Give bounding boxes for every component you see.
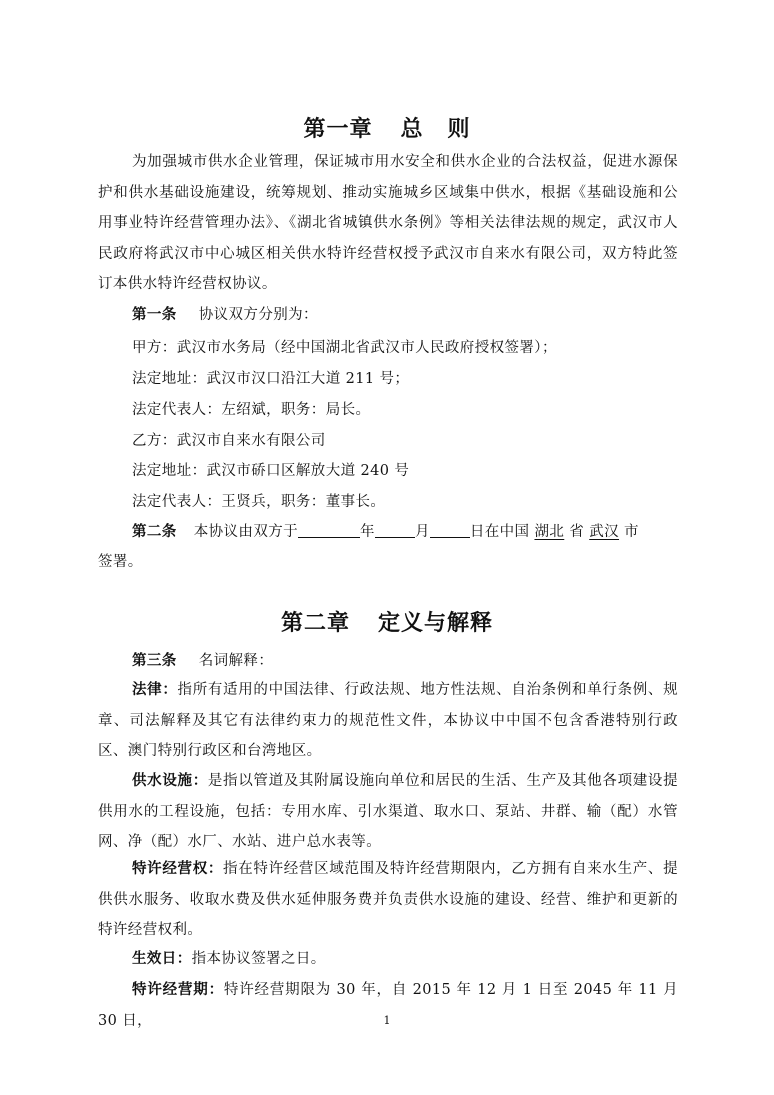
article2-day-place: 日在中国 <box>469 524 530 540</box>
article1-line <box>132 303 318 324</box>
year-blank <box>298 522 360 538</box>
definition-franchise <box>98 854 678 946</box>
article2-city-suffix: 市 <box>624 524 639 540</box>
definition-period-term: 特许经营期： <box>132 981 224 998</box>
article2-province: 湖北 <box>534 524 565 540</box>
article2-line <box>132 520 639 541</box>
chapter1-title-char1: 总 <box>400 116 424 142</box>
article2-province-suffix: 省 <box>569 524 585 540</box>
definition-effective-text: 指本协议签署之日。 <box>191 951 326 967</box>
article2-year: 年 <box>360 524 375 540</box>
party-a-address: 法定地址：武汉市汉口沿江大道 211 号； <box>132 371 410 387</box>
chapter1-number: 第一章 <box>303 116 373 142</box>
party-b-address: 法定地址：武汉市硚口区解放大道 240 号 <box>132 463 410 479</box>
month-blank <box>375 522 415 538</box>
article2-text: 本协议由双方于 <box>193 524 299 540</box>
definition-facility-text: 是指以管道及其附属设施向单位和居民的生活、生产及其他各项建设提供用水的工程设施，包括：专用水库、引水渠道、取水口、泵站、井群、输（配）水管网、净（配）水厂、水站、进户总水表等。 <box>98 773 678 850</box>
chapter2-number: 第二章 <box>280 610 350 636</box>
definition-facility-term: 供水设施： <box>132 772 208 789</box>
chapter1-intro: 为加强城市供水企业管理，保证城市用水安全和供水企业的合法权益，促进水源保护和供水基础设施建设，统筹规划、推动实施城乡区域集中供水，根据《基础设施和公用事业特许经营管理办法》、《湖北省城镇供水条例》等相关法律法规的规定，武汉市人民政府将武汉市中心城区相关供水特许经营权授予武汉市自来水有限公司，双方特此签订本供水特许经营权协议。 <box>98 154 678 292</box>
definition-effective <box>98 944 678 975</box>
article3-line <box>132 649 273 670</box>
page-number: 1 <box>383 1014 391 1027</box>
definition-law-text: 指所有适用的中国法律、行政法规、地方性法规、自治条例和单行条例、规章、司法解释及其它有法律约束力的规范性文件，本协议中中国不包含香港特别行政区、澳门特别行政区和台湾地区。 <box>98 682 678 759</box>
article2-month: 月 <box>414 524 430 540</box>
chapter1-title-char2: 则 <box>447 116 471 142</box>
definition-period-text: 特许经营期限为 30 年，自 2015 年 12 月 1 日至 2045 年 11 月 30 日， <box>98 982 679 1029</box>
definition-law <box>98 675 678 767</box>
day-blank <box>430 522 470 538</box>
article2-label: 第二条 <box>132 523 177 540</box>
party-b: 乙方：武汉市自来水有限公司 <box>132 433 326 449</box>
definition-facility <box>98 766 678 858</box>
chapter2-heading <box>0 606 774 637</box>
party-a-representative: 法定代表人：左绍斌，职务：局长。 <box>132 402 371 418</box>
chapter2-title: 定义与解释 <box>378 610 494 636</box>
article1-label: 第一条 <box>132 306 177 323</box>
party-a: 甲方：武汉市水务局（经中国湖北省武汉市人民政府授权签署）； <box>132 340 557 356</box>
article3-label: 第三条 <box>132 652 177 669</box>
definition-law-term: 法律： <box>132 681 178 698</box>
party-b-representative: 法定代表人：王贤兵，职务：董事长。 <box>132 494 386 510</box>
article3-text: 名词解释： <box>198 653 274 669</box>
definition-franchise-text: 指在特许经营区域范围及特许经营期限内，乙方拥有自来水生产、提供供水服务、收取水费及供水延伸服务费并负责供水设施的建设、经营、维护和更新的特许经营权利。 <box>98 861 678 938</box>
article2-line2: 签署。 <box>98 554 143 570</box>
article1-text: 协议双方分别为： <box>198 307 318 323</box>
definition-franchise-term: 特许经营权： <box>132 860 224 877</box>
chapter1-heading <box>0 112 774 143</box>
definition-effective-term: 生效日： <box>132 950 192 967</box>
article2-city: 武汉 <box>589 524 620 540</box>
